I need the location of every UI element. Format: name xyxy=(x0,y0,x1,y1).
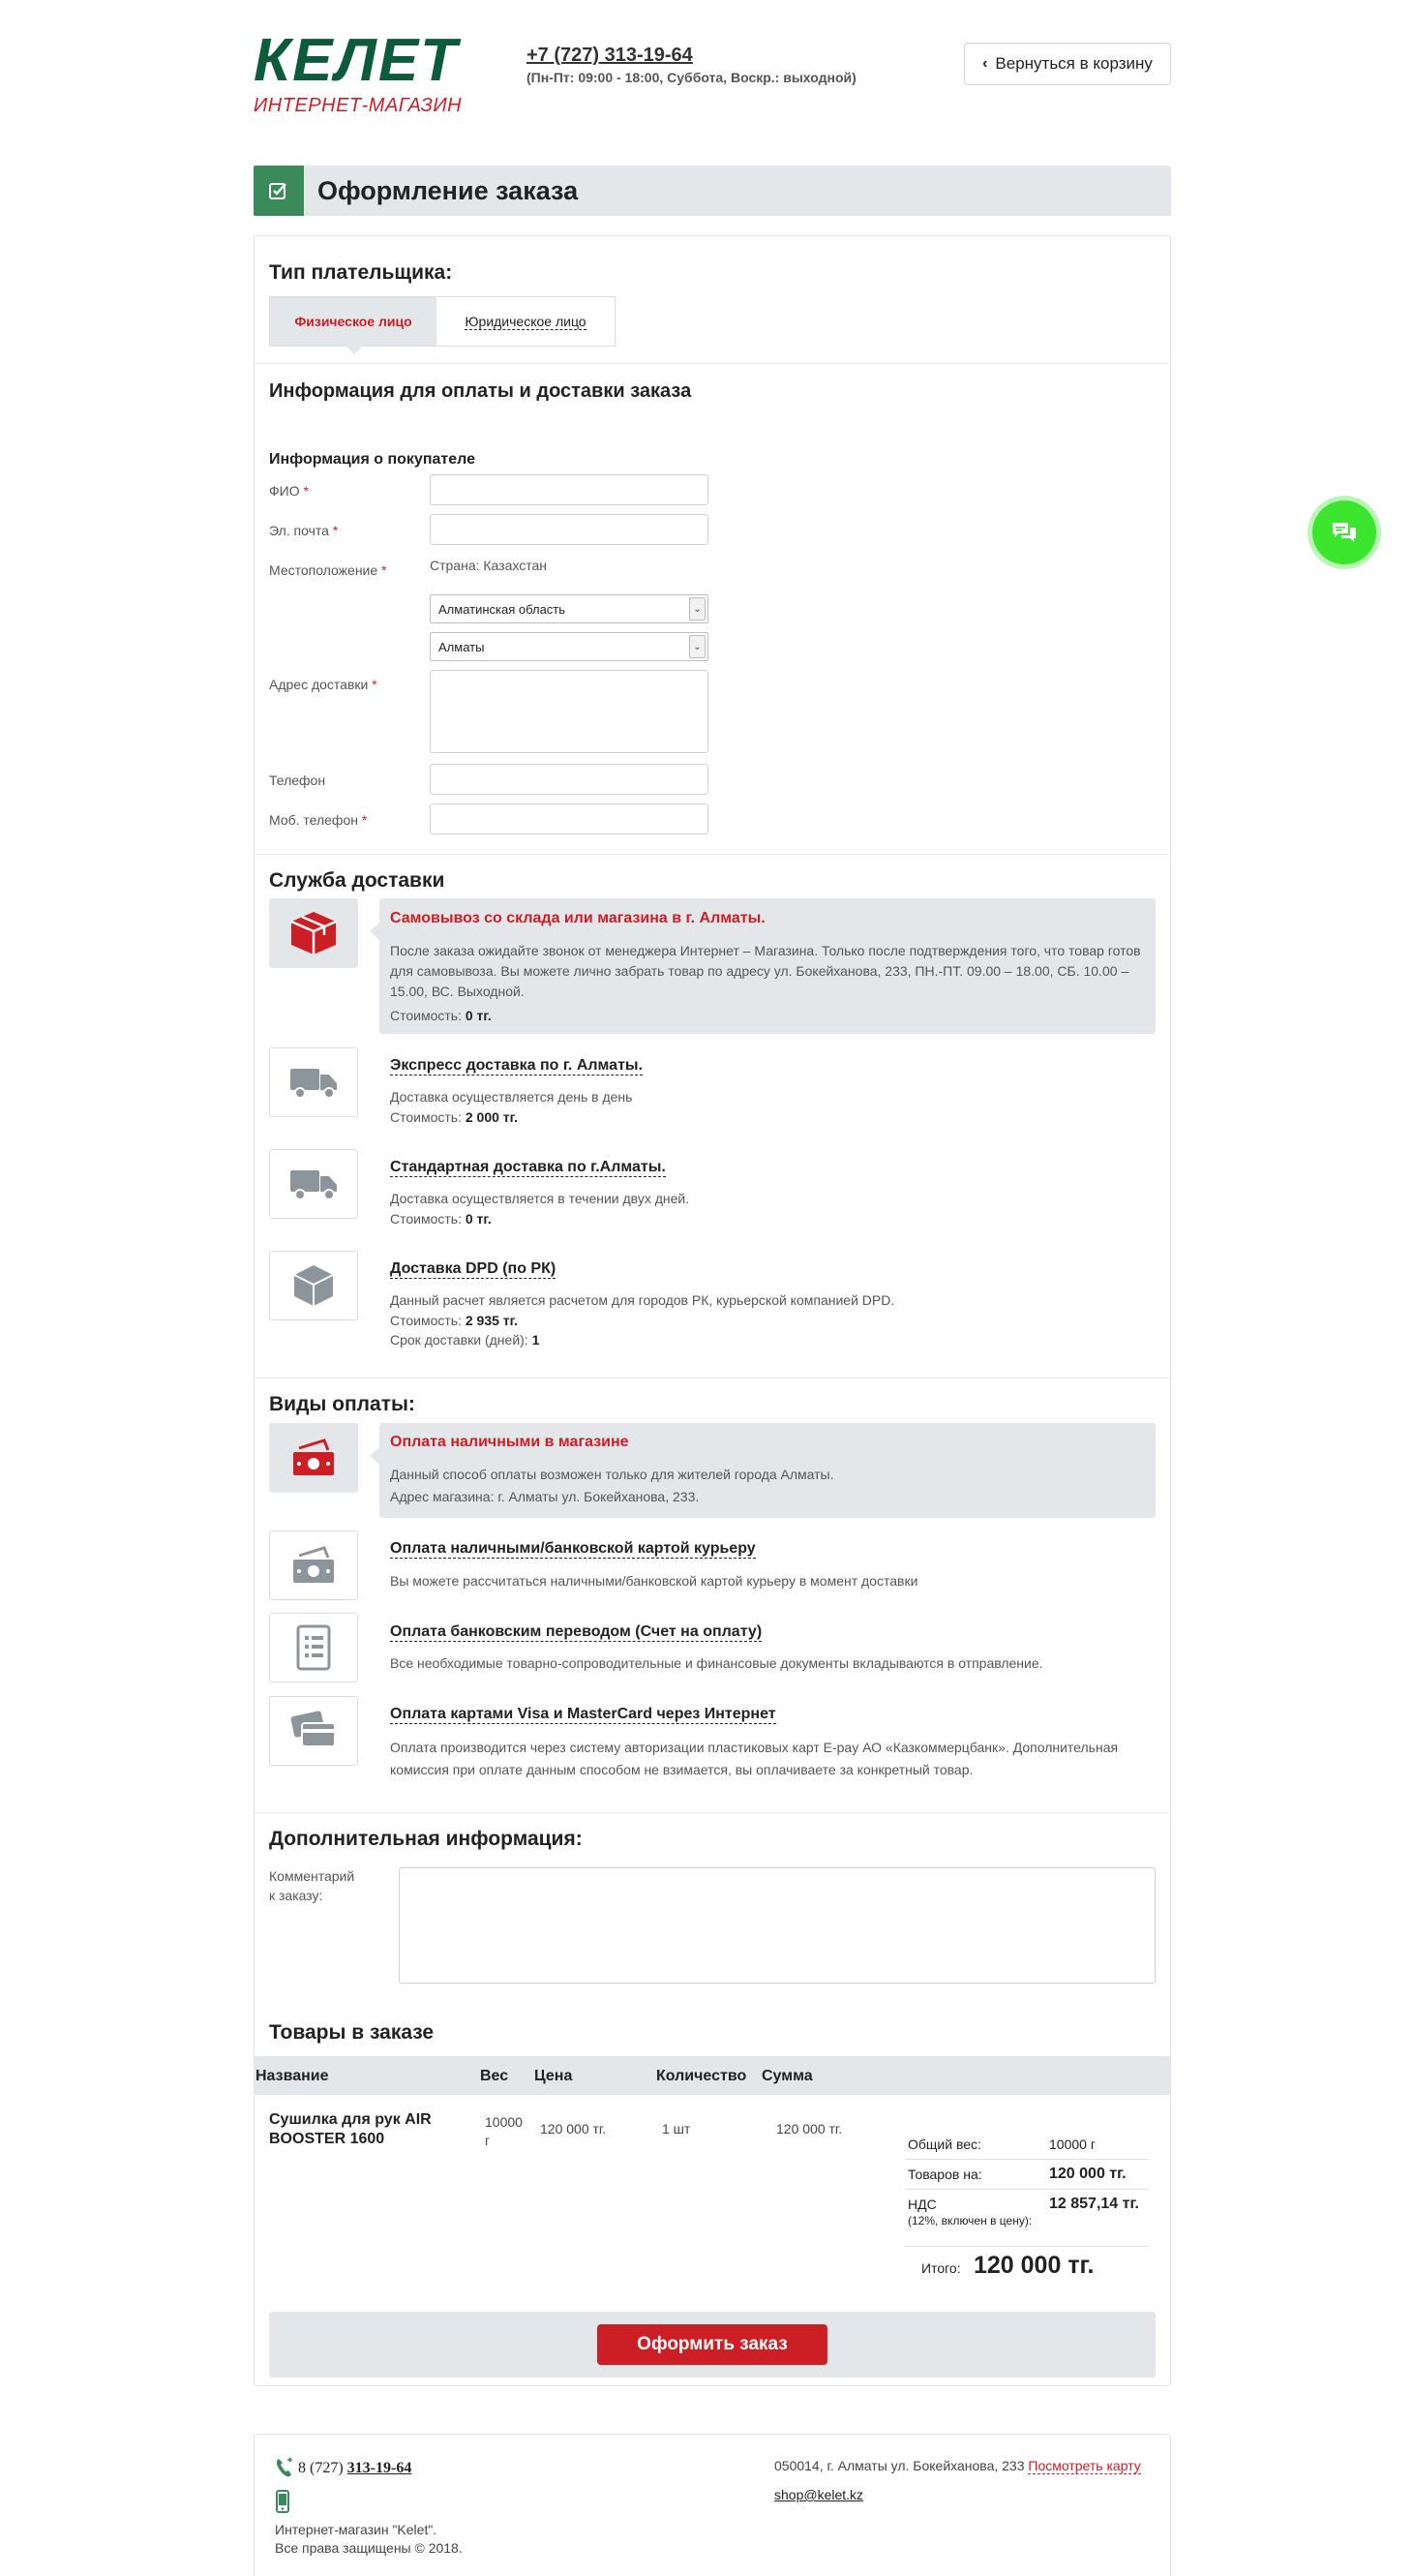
cash-icon xyxy=(289,1437,338,1479)
payment-option-card-online-title[interactable]: Оплата картами Visa и MasterCard через Интернет xyxy=(390,1706,776,1722)
summary-vat-label: НДС xyxy=(908,2197,937,2212)
delivery-option-pickup-cost xyxy=(390,1006,492,1026)
cost-label: Стоимость: xyxy=(390,1109,462,1125)
fio-input[interactable] xyxy=(430,474,708,505)
payment-option-courier-title[interactable]: Оплата наличными/банковской картой курьеру xyxy=(390,1540,756,1557)
footer-company: Интернет-магазин "Kelet". xyxy=(275,2522,437,2537)
region-select-value: Алматинская область xyxy=(438,601,566,617)
cost-value: 2 000 тг. xyxy=(465,1109,518,1125)
phone-label: Телефон xyxy=(269,773,326,788)
comment-textarea[interactable] xyxy=(399,1867,1156,1984)
divider xyxy=(905,2189,1149,2190)
order-item-weight: 10000 xyxy=(485,2114,523,2130)
chevron-down-icon: ⌄ xyxy=(689,635,706,658)
summary-goods-value: 120 000 тг. xyxy=(1049,2166,1127,2182)
delivery-option-express-icon-box[interactable] xyxy=(269,1047,358,1117)
selected-pointer xyxy=(370,1447,379,1465)
summary-total-label: Итого: xyxy=(921,2260,961,2276)
header-hours: (Пн-Пт: 09:00 - 18:00, Суббота, Воскр.: выходной) xyxy=(526,70,857,85)
cost-label: Стоимость: xyxy=(390,1008,462,1023)
extra-info-heading: Дополнительная информация: xyxy=(269,1828,583,1850)
required-mark: * xyxy=(303,483,309,499)
payment-option-cash-store-icon-box[interactable] xyxy=(269,1423,358,1493)
email-input[interactable] xyxy=(430,514,708,545)
delivery-option-pickup-title[interactable]: Самовывоз со склада или магазина в г. Алматы. xyxy=(390,910,766,926)
col-weight: Вес xyxy=(480,2068,509,2084)
mobile-label xyxy=(269,812,367,828)
delivery-option-standard-icon-box[interactable] xyxy=(269,1149,358,1219)
payment-option-card-online-icon-box[interactable] xyxy=(269,1696,358,1766)
summary-vat-note: (12%, включен в цену): xyxy=(908,2214,1033,2227)
cost-value: 0 тг. xyxy=(465,1211,492,1227)
payment-option-bank-transfer-desc: Все необходимые товарно-сопроводительные и финансовые документы вкладываются в отправление. xyxy=(390,1655,1043,1671)
payer-type-tabs xyxy=(269,296,616,347)
comment-label-line1: Комментарий xyxy=(269,1868,355,1884)
buyer-info-heading: Информация о покупателе xyxy=(269,451,475,468)
order-item-sum: 120 000 тг. xyxy=(776,2121,843,2137)
divider xyxy=(255,1378,1170,1379)
submit-order-button[interactable]: Оформить заказ xyxy=(597,2324,827,2365)
phone-icon xyxy=(275,2457,294,2483)
delivery-option-dpd-desc: Данный расчет является расчетом для городов РК, курьерской компанией DPD. xyxy=(390,1292,895,1308)
required-mark: * xyxy=(361,812,368,828)
payment-option-cash-store-desc: Данный способ оплаты возможен только для жителей города Алматы. xyxy=(390,1467,834,1482)
summary-vat-value: 12 857,14 тг. xyxy=(1049,2196,1139,2212)
footer-email-link[interactable]: shop@kelet.kz xyxy=(774,2487,864,2502)
order-item-price: 120 000 тг. xyxy=(540,2121,607,2137)
chevron-left-icon: ‹ xyxy=(982,55,988,72)
comment-label-line2: к заказу: xyxy=(269,1888,323,1903)
mobile-icon xyxy=(275,2490,290,2518)
col-quantity: Количество xyxy=(656,2068,747,2084)
delivery-option-standard-desc: Доставка осуществляется в течении двух дней. xyxy=(390,1191,690,1206)
tab-legal-entity-label: Юридическое лицо xyxy=(465,313,586,329)
chevron-down-icon: ⌄ xyxy=(689,597,706,621)
summary-goods-label: Товаров на: xyxy=(908,2167,982,2182)
fio-label xyxy=(269,483,309,499)
delivery-option-dpd-icon-box[interactable] xyxy=(269,1251,358,1320)
payment-option-cash-store-address: Адрес магазина: г. Алматы ул. Бокейханова, 233. xyxy=(390,1489,700,1504)
back-to-cart-label: Вернуться в корзину xyxy=(995,54,1153,73)
delivery-option-pickup-icon-box[interactable] xyxy=(269,898,358,968)
summary-total-value: 120 000 тг. xyxy=(974,2252,1095,2279)
divider xyxy=(905,2159,1149,2160)
logo[interactable]: КЕЛЕТ xyxy=(254,27,460,94)
region-select[interactable] xyxy=(430,594,708,623)
delivery-option-express-cost xyxy=(390,1107,518,1128)
location-label-text: Местоположение xyxy=(269,562,378,578)
footer-rights: Все права защищены © 2018. xyxy=(275,2540,463,2556)
tab-individual[interactable]: Физическое лицо xyxy=(270,297,436,346)
delivery-option-dpd-days xyxy=(390,1330,539,1350)
payment-option-bank-transfer-title[interactable]: Оплата банковским переводом (Счет на оплату) xyxy=(390,1623,763,1640)
invoice-icon xyxy=(294,1624,333,1671)
edit-checkbox-icon xyxy=(254,166,304,216)
address-label-text: Адрес доставки xyxy=(269,677,369,692)
truck-icon xyxy=(288,1063,339,1102)
col-sum: Сумма xyxy=(762,2068,813,2084)
required-mark: * xyxy=(332,523,339,538)
payment-heading: Виды оплаты: xyxy=(269,1393,415,1415)
payer-type-heading: Тип плательщика: xyxy=(269,261,453,284)
col-name: Название xyxy=(256,2068,329,2084)
footer-map-link[interactable]: Посмотреть карту xyxy=(1028,2458,1141,2473)
cost-label: Стоимость: xyxy=(390,1313,462,1328)
delivery-option-pickup-desc: После заказа ожидайте звонок от менеджера Интернет – Магазина. Только после подтверждения того, что товар готов для самовывоза. Вы можете лично забрать товар по адресу ул. Бокейханова, 233, ПН.-ПТ. 09.00 – 18.00, СБ. 10.00 – 15.00, ВС. Выходной. xyxy=(390,943,1141,999)
delivery-option-express-desc: Доставка осуществляется день в день xyxy=(390,1089,633,1105)
truck-icon xyxy=(288,1165,339,1203)
divider xyxy=(905,2246,1149,2247)
page-title: Оформление заказа xyxy=(317,176,579,205)
city-select-value: Алматы xyxy=(438,639,485,654)
footer-address xyxy=(774,2458,1141,2473)
days-label: Срок доставки (дней): xyxy=(390,1332,528,1348)
tab-legal-entity[interactable] xyxy=(436,297,615,346)
required-mark: * xyxy=(381,562,387,578)
delivery-option-standard-cost xyxy=(390,1209,492,1229)
back-to-cart-button[interactable] xyxy=(964,43,1171,85)
cost-label: Стоимость: xyxy=(390,1211,462,1227)
cost-value: 2 935 тг. xyxy=(465,1313,518,1328)
delivery-option-express-title[interactable]: Экспресс доставка по г. Алматы. xyxy=(390,1057,644,1074)
footer-address-text: 050014, г. Алматы ул. Бокейханова, 233 xyxy=(774,2458,1025,2473)
days-value: 1 xyxy=(531,1332,540,1348)
divider xyxy=(255,854,1170,855)
phone-input[interactable] xyxy=(430,764,708,795)
address-label xyxy=(269,677,377,692)
payment-option-courier-icon-box[interactable] xyxy=(269,1530,358,1600)
col-price: Цена xyxy=(534,2068,573,2084)
cost-value: 0 тг. xyxy=(465,1008,492,1023)
cube-icon xyxy=(291,1262,336,1309)
selected-pointer xyxy=(370,923,379,940)
mobile-input[interactable] xyxy=(430,803,708,834)
order-item-weight-unit: г xyxy=(485,2133,491,2148)
email-label-text: Эл. почта xyxy=(269,523,329,538)
address-textarea[interactable] xyxy=(430,670,708,753)
summary-weight-label: Общий вес: xyxy=(908,2137,981,2152)
delivery-option-dpd-title[interactable]: Доставка DPD (по РК) xyxy=(390,1260,556,1277)
footer-phone[interactable] xyxy=(298,2460,411,2477)
logo-subtitle: ИНТЕРНЕТ-МАГАЗИН xyxy=(254,95,463,116)
order-item-qty: 1 шт xyxy=(662,2121,691,2137)
required-mark: * xyxy=(372,677,377,692)
divider xyxy=(255,363,1170,364)
header-phone-link[interactable]: +7 (727) 313-19-64 xyxy=(526,45,693,66)
billing-heading: Информация для оплаты и доставки заказа xyxy=(269,380,692,402)
payment-option-card-online-desc: Оплата производится через систему авторизации пластиковых карт E-pay АО «Казкоммерцбанк». Дополнительная комиссия при оплате данным способом не взимается, вы оплачиваете за конкретный товар. xyxy=(390,1740,1119,1777)
payment-option-courier-desc: Вы можете рассчитаться наличными/банковской картой курьеру в момент доставки xyxy=(390,1573,918,1589)
summary-weight-value: 10000 г xyxy=(1049,2137,1096,2152)
fio-label-text: ФИО xyxy=(269,483,300,499)
cash-icon xyxy=(289,1544,338,1587)
divider xyxy=(255,1812,1170,1813)
order-items-heading: Товары в заказе xyxy=(269,2021,435,2044)
delivery-option-dpd-cost xyxy=(390,1311,518,1331)
payment-option-bank-transfer-icon-box[interactable] xyxy=(269,1613,358,1682)
delivery-heading: Служба доставки xyxy=(269,869,445,892)
footer-phone-prefix: 8 (727) xyxy=(298,2460,344,2476)
credit-card-icon xyxy=(288,1710,339,1752)
box-icon xyxy=(287,909,340,957)
payment-option-cash-store-title[interactable]: Оплата наличными в магазине xyxy=(390,1434,629,1450)
chat-icon xyxy=(1330,520,1359,545)
city-select[interactable] xyxy=(430,632,708,661)
country-text: Страна: Казахстан xyxy=(430,558,547,573)
footer-phone-number[interactable]: 313-19-64 xyxy=(346,2460,412,2476)
delivery-option-standard-title[interactable]: Стандартная доставка по г.Алматы. xyxy=(390,1159,666,1175)
chat-button[interactable] xyxy=(1312,500,1376,564)
order-item-name[interactable]: Сушилка для рук AIR BOOSTER 1600 xyxy=(269,2111,432,2147)
mobile-label-text: Моб. телефон xyxy=(269,812,358,828)
location-label xyxy=(269,562,387,578)
email-label xyxy=(269,523,338,538)
